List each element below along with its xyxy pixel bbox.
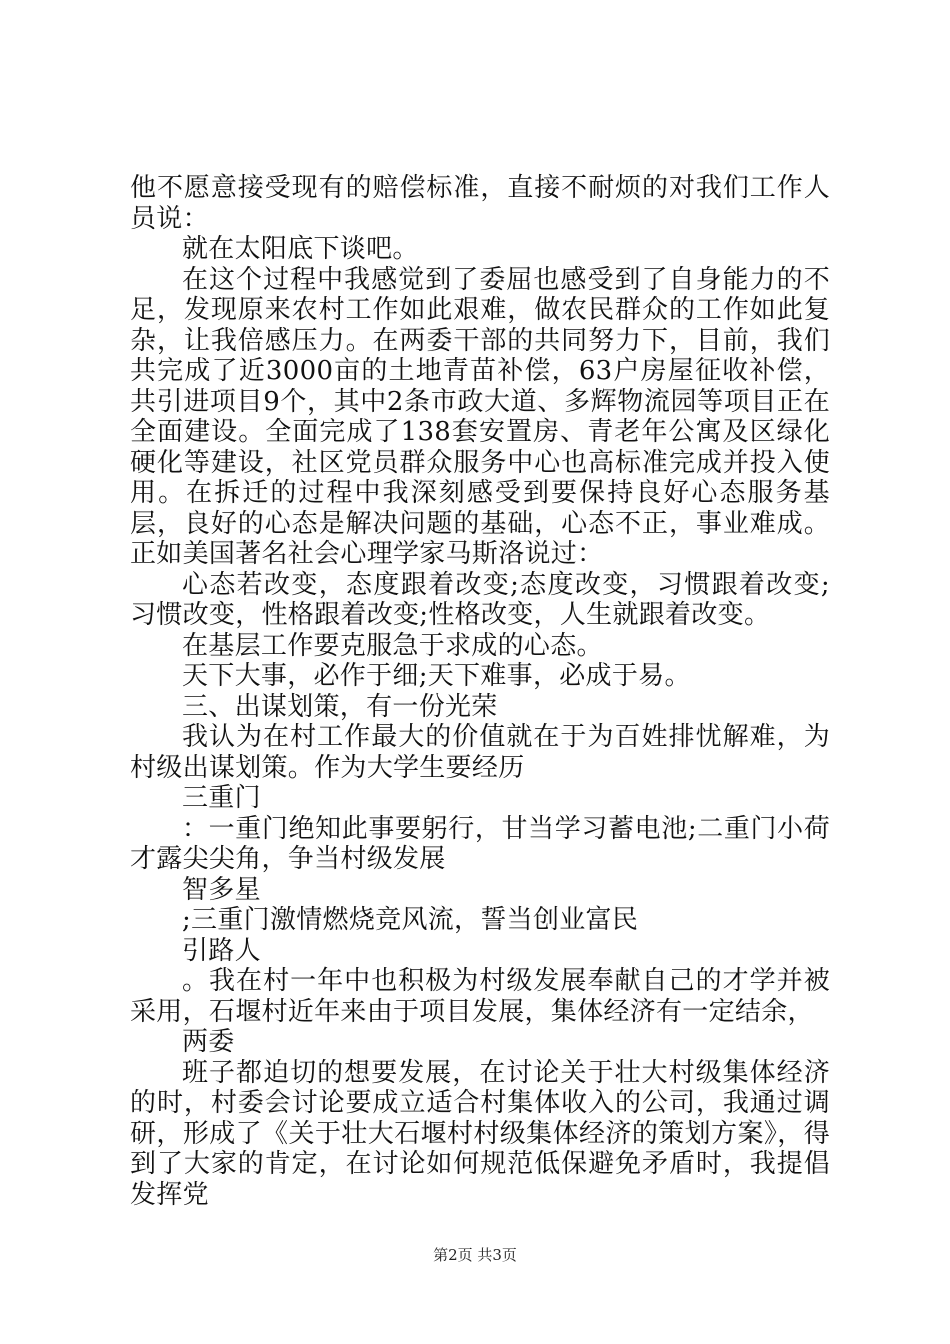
paragraph: 天下大事，必作于细;天下难事，必成于易。 <box>182 661 691 691</box>
paragraph: 三重门 <box>182 783 261 813</box>
section-heading: 三、出谋划策，有一份光荣 <box>182 691 498 722</box>
paragraph: 就在太阳底下谈吧。 <box>182 234 419 264</box>
paragraph: 智多星 <box>182 874 261 905</box>
paragraph: 他不愿意接受现有的赔偿标准，直接不耐烦的对我们工作人员说： <box>130 173 830 234</box>
paragraph: 班子都迫切的想要发展，在讨论关于壮大村级集体经济的时，村委会讨论要成立适合村集体收入的公司，我通过调研，形成了《关于壮大石堰村村级集体经济的策划方案》，得到了大家的肯定，在讨论如何规范低保避免矛盾时，我提倡发挥党 <box>130 1057 830 1210</box>
paragraph: 在基层工作要克服急于求成的心态。 <box>182 630 603 661</box>
page-footer: 第2页 共3页 <box>433 1246 517 1264</box>
paragraph: 两委 <box>182 1027 235 1057</box>
paragraph: 引路人 <box>182 935 261 966</box>
paragraph: ;三重门激情燃烧竞风流，誓当创业富民 <box>182 905 639 935</box>
paragraph: 我认为在村工作最大的价值就在于为百姓排忧解难，为村级出谋划策。作为大学生要经历 <box>130 722 830 783</box>
paragraph: 在这个过程中我感觉到了委屈也感受到了自身能力的不足，发现原来农村工作如此艰难，做农民群众的工作如此复杂，让我倍感压力。在两委干部的共同努力下，目前，我们共完成了近3000亩的土地青苗补偿，63户房屋征收补偿，共引进项目9个，其中2条市政大道、多辉物流园等项目正在全面建设。全面完成了138套安置房、青老年公寓及区绿化硬化等建设，社区党员群众服务中心也高标准完成并投入使用。在拆迁的过程中我深刻感受到要保持良好心态服务基层，良好的心态是解决问题的基础，心态不正，事业难成。正如美国著名社会心理学家马斯洛说过： <box>130 264 830 569</box>
paragraph: ：一重门绝知此事要躬行，甘当学习蓄电池;二重门小荷才露尖尖角，争当村级发展 <box>130 813 830 874</box>
quote-paragraph: 心态若改变，态度跟着改变;态度改变，习惯跟着改变;习惯改变，性格跟着改变;性格改变，人生就跟着改变。 <box>130 569 830 630</box>
document-body <box>130 173 830 1210</box>
paragraph: 。我在村一年中也积极为村级发展奉献自己的才学并被采用，石堰村近年来由于项目发展，集体经济有一定结余， <box>130 966 830 1027</box>
